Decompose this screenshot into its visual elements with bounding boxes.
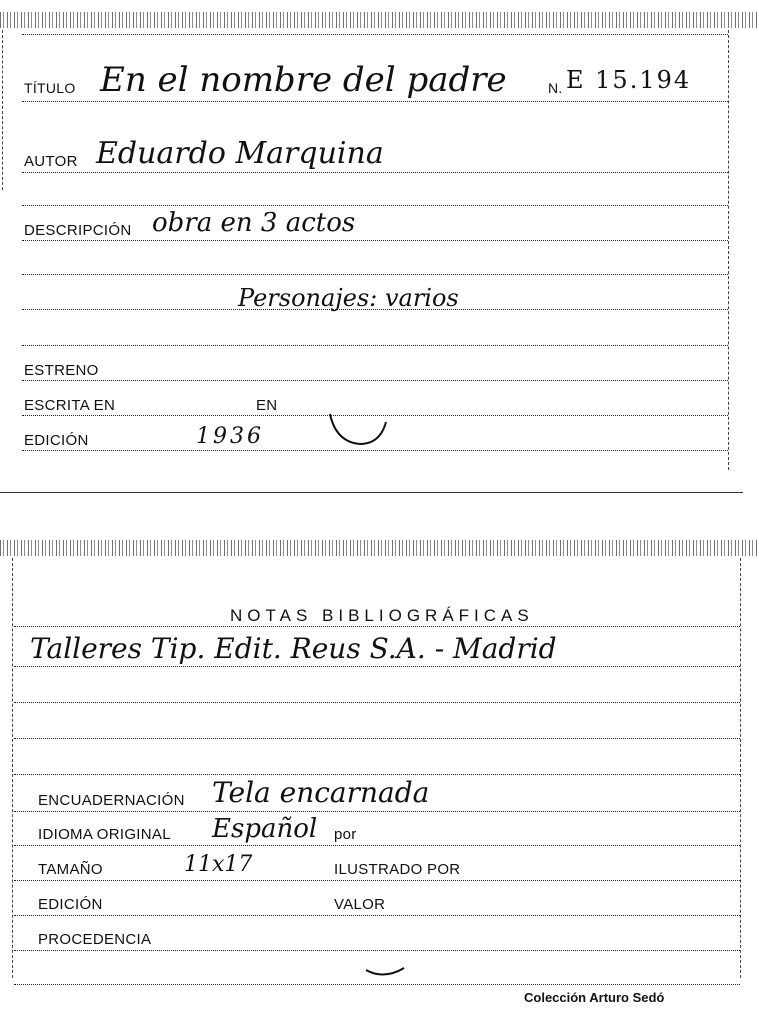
collection-footer: Colección Arturo Sedó <box>524 990 665 1005</box>
descripcion-value: obra en 3 actos <box>152 208 356 238</box>
encuadernacion-value: Tela encarnada <box>212 776 430 809</box>
idioma-value: Español <box>212 814 318 844</box>
notas-value: Talleres Tip. Edit. Reus S.A. - Madrid <box>30 632 557 665</box>
edicion-value: 1936 <box>196 424 264 449</box>
valor-label: VALOR <box>334 896 386 913</box>
ilustrado-label: ILUSTRADO POR <box>334 861 461 878</box>
card-right-border <box>740 558 741 978</box>
numero-value: E 15.194 <box>566 66 692 94</box>
rule <box>22 450 728 451</box>
rule <box>14 702 740 703</box>
rule <box>14 845 740 846</box>
edicion-label-2: EDICIÓN <box>38 896 103 913</box>
edicion-label: EDICIÓN <box>24 432 89 449</box>
numero-label: N. <box>548 80 563 96</box>
card-left-border <box>2 30 3 190</box>
rule <box>22 240 728 241</box>
rule <box>22 34 728 35</box>
escrita-en-label: ESCRITA EN <box>24 397 116 414</box>
card-top-edge <box>0 540 759 556</box>
rule <box>14 915 740 916</box>
notas-heading: NOTAS BIBLIOGRÁFICAS <box>230 606 534 625</box>
personajes-value: Personajes: varios <box>238 284 459 312</box>
rule <box>14 774 740 775</box>
estreno-label: ESTRENO <box>24 362 99 379</box>
rule <box>14 984 740 985</box>
punch-hole-mark <box>326 408 390 448</box>
punch-hole-mark <box>352 940 416 980</box>
autor-label: AUTOR <box>24 153 78 170</box>
en-label: EN <box>256 397 278 414</box>
rule <box>14 626 740 627</box>
descripcion-label: DESCRIPCIÓN <box>24 222 132 239</box>
rule <box>22 172 728 173</box>
card-top-edge <box>0 12 759 28</box>
card-separator <box>0 492 743 493</box>
rule <box>22 101 728 102</box>
rule <box>14 880 740 881</box>
card-right-border <box>728 30 729 470</box>
tamano-value: 11x17 <box>184 852 253 877</box>
rule <box>22 205 728 206</box>
rule <box>22 309 728 310</box>
titulo-value: En el nombre del padre <box>100 60 507 100</box>
rule <box>22 345 728 346</box>
por-label: por <box>334 826 357 843</box>
procedencia-label: PROCEDENCIA <box>38 931 152 948</box>
rule <box>14 666 740 667</box>
titulo-label: TÍTULO <box>24 80 76 96</box>
rule <box>22 274 728 275</box>
rule <box>14 738 740 739</box>
rule <box>22 380 728 381</box>
encuadernacion-label: ENCUADERNACIÓN <box>38 792 185 809</box>
rule <box>14 811 740 812</box>
tamano-label: TAMAÑO <box>38 861 103 878</box>
card-left-border <box>12 558 13 978</box>
idioma-label: IDIOMA ORIGINAL <box>38 826 171 843</box>
autor-value: Eduardo Marquina <box>96 136 384 171</box>
